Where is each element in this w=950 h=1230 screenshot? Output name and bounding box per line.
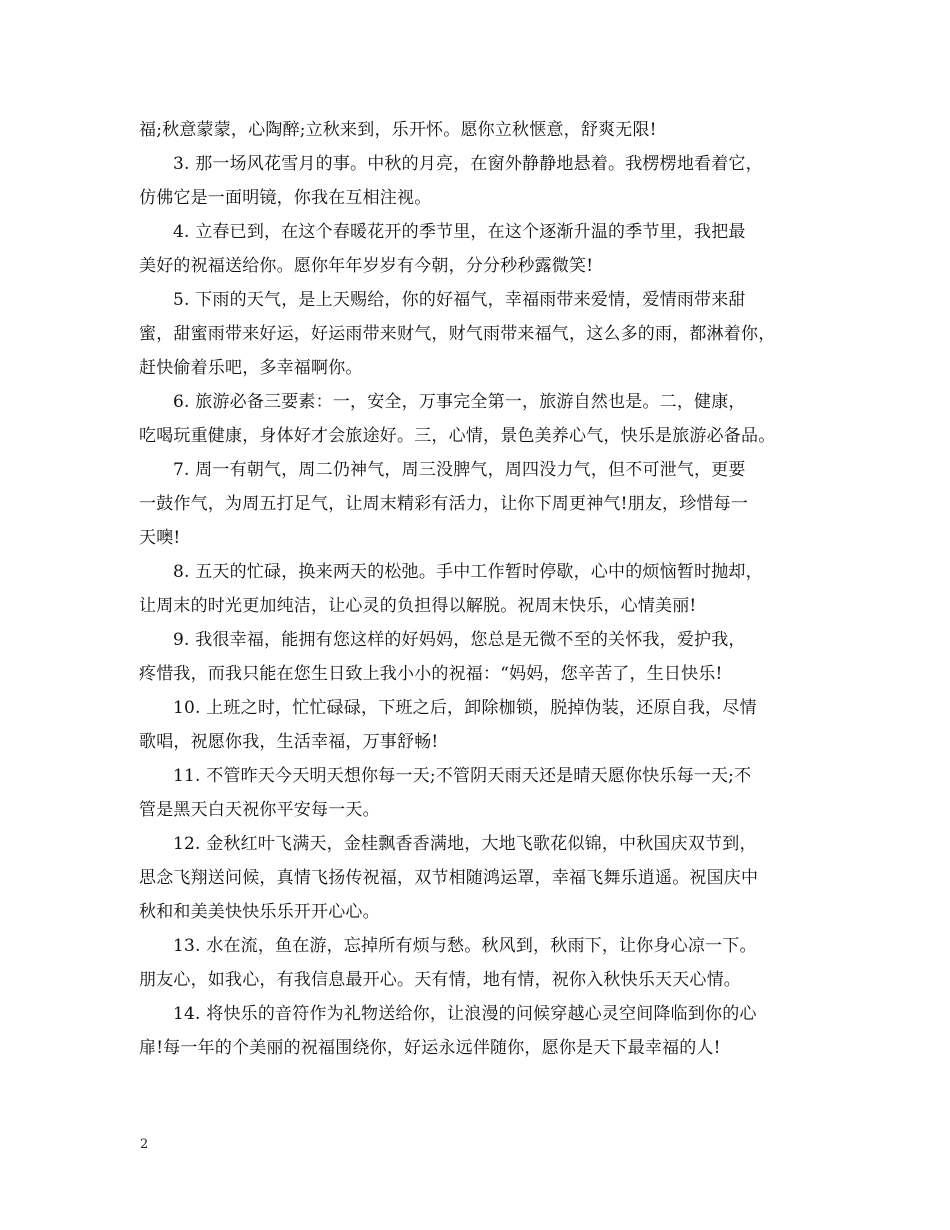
text-line: 福;秋意蒙蒙，心陶醉;立秋来到，乐开怀。愿你立秋惬意，舒爽无限!: [139, 120, 657, 140]
text-line: 管是黑天白天祝你平安每一天。: [139, 800, 380, 820]
text-line: 让周末的时光更加纯洁，让心灵的负担得以解脱。祝周末快乐，心情美丽!: [139, 596, 697, 616]
text-line: 4. 立春已到，在这个春暖花开的季节里，在这个逐渐升温的季节里，我把最: [173, 222, 746, 242]
text-line: 朋友心，如我心，有我信息最开心。天有情，地有情，祝你入秋快乐天天心情。: [139, 970, 741, 990]
text-line: 扉!每一年的个美丽的祝福围绕你，好运永远伴随你，愿你是天下最幸福的人!: [139, 1038, 721, 1058]
text-line: 仿佛它是一面明镜，你我在互相注视。: [139, 188, 432, 208]
text-line: 11. 不管昨天今天明天想你每一天;不管阴天雨天还是晴天愿你快乐每一天;不: [173, 766, 752, 786]
text-line: 10. 上班之时，忙忙碌碌，下班之后，卸除枷锁，脱掉伪装，还原自我，尽情: [173, 698, 757, 718]
text-line: 歌唱，祝愿你我，生活幸福，万事舒畅!: [139, 732, 439, 752]
text-line: 天噢!: [139, 528, 181, 548]
text-line: 6. 旅游必备三要素：一，安全，万事完全第一，旅游自然也是。二，健康，: [173, 392, 746, 412]
text-line: 13. 水在流，鱼在游，忘掉所有烦与愁。秋风到，秋雨下，让你身心凉一下。: [173, 936, 757, 956]
text-line: 7. 周一有朝气，周二仍神气，周三没脾气，周四没力气，但不可泄气，更要: [173, 460, 746, 480]
text-line: 9. 我很幸福，能拥有您这样的好妈妈，您总是无微不至的关怀我，爱护我，: [173, 630, 746, 650]
text-line: 疼惜我，而我只能在您生日致上我小小的祝福：“妈妈，您辛苦了，生日快乐!: [139, 664, 723, 684]
text-line: 思念飞翔送问候，真情飞扬传祝福，双节相随鸿运罩，幸福飞舞乐逍遥。祝国庆中: [139, 868, 759, 888]
text-line: 蜜，甜蜜雨带来好运，好运雨带来财气，财气雨带来福气，这么多的雨，都淋着你，: [139, 324, 776, 344]
text-line: 5. 下雨的天气，是上天赐给，你的好福气，幸福雨带来爱情，爱情雨带来甜: [173, 290, 746, 310]
text-line: 吃喝玩重健康，身体好才会旅途好。三，心情，景色美养心气，快乐是旅游必备品。: [139, 426, 776, 446]
text-line: 12. 金秋红叶飞满天，金桂飘香香满地，大地飞歌花似锦，中秋国庆双节到，: [173, 834, 757, 854]
text-line: 美好的祝福送给你。愿你年年岁岁有今朝，分分秒秒露微笑!: [139, 256, 594, 276]
text-line: 一鼓作气，为周五打足气，让周末精彩有活力，让你下周更神气!朋友，珍惜每一: [139, 494, 749, 514]
text-line: 赶快偷着乐吧，多幸福啊你。: [139, 358, 363, 378]
text-line: 8. 五天的忙碌，换来两天的松弛。手中工作暂时停歇，心中的烦恼暂时抛却，: [173, 562, 763, 582]
page-number: 2: [140, 1137, 149, 1152]
text-line: 秋和和美美快快乐乐开开心心。: [139, 902, 380, 922]
text-line: 14. 将快乐的音符作为礼物送给你，让浪漫的问候穿越心灵空间降临到你的心: [173, 1004, 757, 1024]
document-body: [139, 113, 819, 1065]
text-line: 3. 那一场风花雪月的事。中秋的月亮，在窗外静静地悬着。我楞楞地看着它，: [173, 154, 763, 174]
